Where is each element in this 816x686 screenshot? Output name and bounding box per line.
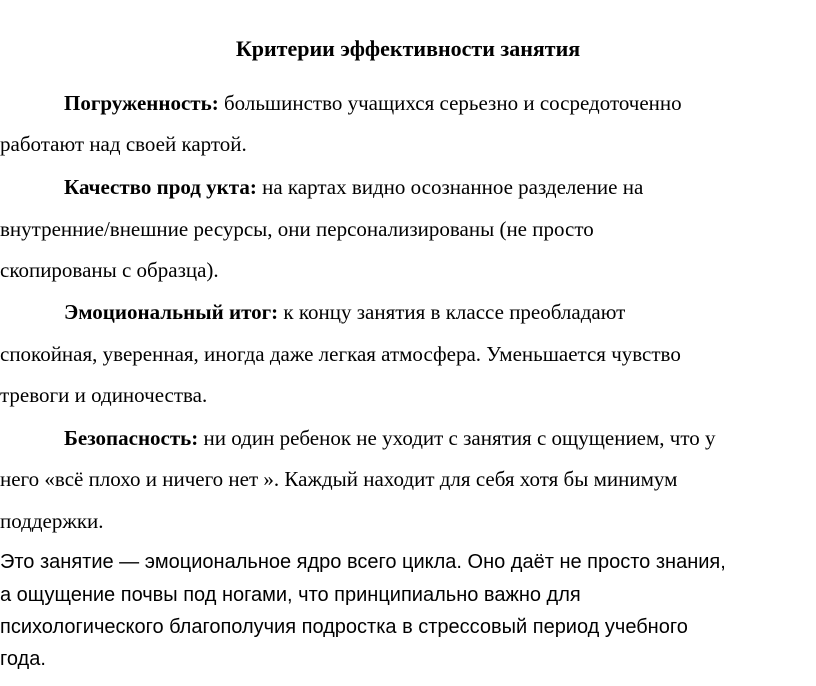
criterion-immersion-line-1 bbox=[64, 90, 682, 116]
page-title: Критерии эффективности занятия bbox=[235, 36, 581, 61]
closing-line-2: а ощущение почвы под ногами, что принципиально важно для bbox=[0, 584, 581, 606]
closing-line-3: психологического благополучия подростка в стрессовый период учебного bbox=[0, 616, 688, 638]
criterion-quality-line-1 bbox=[64, 174, 643, 200]
criterion-safety-line-2: него «всё плохо и ничего нет ». Каждый находит для себя хотя бы минимум bbox=[0, 467, 678, 491]
criterion-immersion-line-2: работают над своей картой. bbox=[0, 132, 247, 156]
closing-line-1: Это занятие — эмоциональное ядро всего цикла. Оно даёт не просто знания, bbox=[0, 551, 726, 573]
criterion-quality-text: на картах видно осознанное разделение на bbox=[256, 175, 644, 199]
criterion-safety-line-1 bbox=[64, 425, 716, 451]
criterion-quality-line-3: скопированы с образца). bbox=[0, 258, 219, 282]
criterion-emotional-text: к концу занятия в классе преобладают bbox=[278, 300, 626, 324]
criterion-quality-line-2: внутренние/внешние ресурсы, они персонализированы (не просто bbox=[0, 217, 594, 241]
criterion-safety-line-3: поддержки. bbox=[0, 509, 104, 533]
criterion-emotional-label: Эмоциональный итог: bbox=[64, 300, 279, 324]
closing-line-4: года. bbox=[0, 648, 46, 670]
criterion-emotional-line-1 bbox=[64, 299, 625, 325]
criterion-safety-text: ни один ребенок не уходит с занятия с ощущением, что у bbox=[198, 426, 716, 450]
criterion-quality-label: Качество прод укта: bbox=[64, 175, 257, 199]
criterion-immersion-text: большинство учащихся серьезно и сосредоточенно bbox=[218, 91, 682, 115]
criterion-emotional-line-3: тревоги и одиночества. bbox=[0, 383, 208, 407]
criterion-emotional-line-2: спокойная, уверенная, иногда даже легкая атмосфера. Уменьшается чувство bbox=[0, 342, 681, 366]
criterion-safety-label: Безопасность: bbox=[64, 426, 199, 450]
criterion-immersion-label: Погруженность: bbox=[64, 91, 219, 115]
